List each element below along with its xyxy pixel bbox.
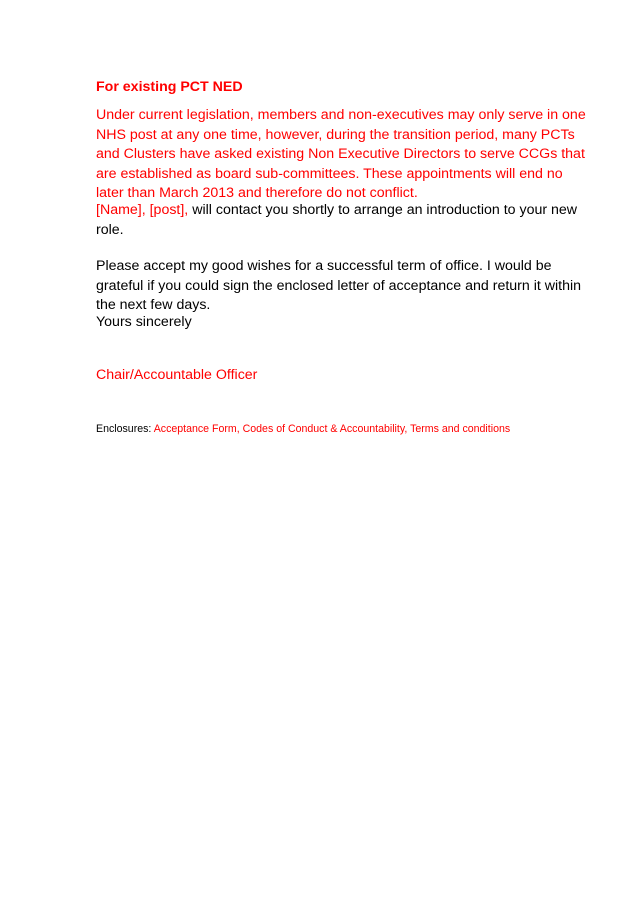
name-post-placeholder: [Name], [post], [96,202,189,218]
paragraph-line: NHS post at any one time, however, during the transition period, many PCTs [96,126,575,143]
paragraph-line: grateful if you could sign the enclosed letter of acceptance and return it within [96,277,582,294]
paragraph-line: are established as board sub-committees. These appointments will end no [96,165,563,182]
paragraph-line: and Clusters have asked existing Non Executive Directors to serve CCGs that [96,146,585,163]
paragraph-line: later than March 2013 and therefore do not conflict. [96,185,418,202]
enclosures-label: Enclosures: [96,423,154,435]
contact-text: will contact you shortly to arrange an introduction to your new [188,202,578,218]
section-heading: For existing PCT NED [96,79,243,95]
paragraph-line: the next few days. [96,297,211,314]
good-wishes-paragraph [96,257,581,316]
enclosures-list: Acceptance Form, Codes of Conduct & Accountability, Terms and conditions [153,423,511,435]
paragraph-line [96,201,577,221]
enclosures-line [96,422,510,437]
contact-paragraph [96,201,577,240]
closing-salutation: Yours sincerely [96,314,192,330]
paragraph-line: Please accept my good wishes for a successful term of office. I would be [96,258,552,274]
legislation-paragraph [96,106,586,204]
paragraph-line: role. [96,221,124,238]
paragraph-line: Under current legislation, members and non-executives may only serve in one [96,107,586,123]
signature-title: Chair/Accountable Officer [96,367,258,383]
